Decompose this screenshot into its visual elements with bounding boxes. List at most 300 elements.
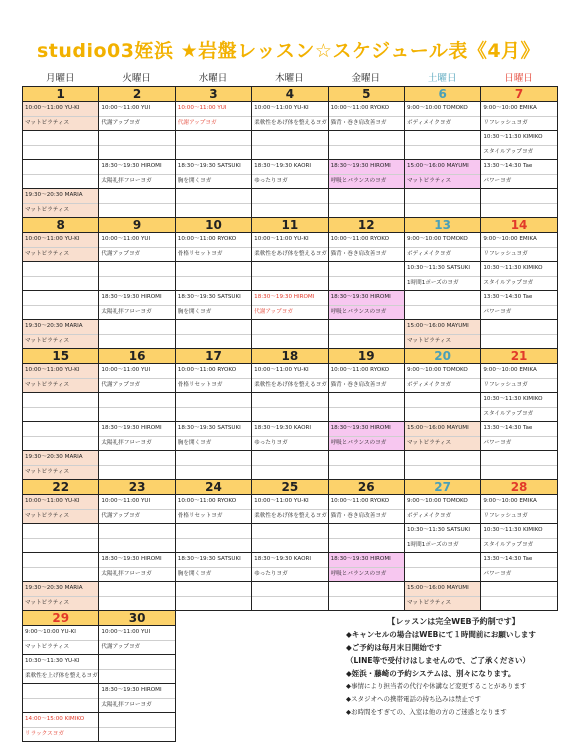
lesson-time: 18:30～19:30 SATSUKI [176, 291, 251, 306]
lesson-name: リフレッシュヨガ [483, 120, 528, 126]
lesson-name: リラックスヨガ [25, 731, 64, 737]
date-cell: 18 [252, 349, 328, 364]
lesson-time: 10:00～11:00 YU-KI [252, 233, 327, 248]
lesson-slot [328, 233, 404, 262]
lesson-time: 10:00～11:00 YU-KI [23, 233, 98, 248]
lesson-slot [175, 524, 251, 553]
lesson-name: マットピラティス [406, 440, 452, 446]
lesson-time [23, 393, 98, 408]
lesson-name: 呼吸とバランスのヨガ [330, 440, 387, 446]
lesson-name: 柔軟性をあげ体を整えるヨガ [254, 120, 327, 126]
lesson-time: 13:30～14:30 Tae [481, 422, 556, 437]
lesson-slot [23, 160, 99, 189]
lesson-slot [404, 102, 480, 131]
lesson-name: 代謝アップヨガ [101, 382, 141, 388]
lesson-slot [404, 320, 480, 349]
lesson-slot [252, 160, 328, 189]
lesson-time [252, 524, 327, 539]
lesson-slot [481, 364, 557, 393]
lesson-name: パワーヨガ [483, 309, 512, 315]
date-cell: 17 [175, 349, 251, 364]
weekday-label: 水曜日 [198, 73, 228, 84]
lesson-name: リフレッシュヨガ [483, 513, 528, 519]
lesson-slot [328, 262, 404, 291]
lesson-time [329, 320, 404, 335]
lesson-time: 18:30～19:30 HIROMI [329, 291, 404, 306]
page-title: studio03姪浜 ★岩盤レッスン☆スケジュール表《4月》 [36, 40, 541, 62]
lesson-slot [404, 524, 480, 553]
lesson-time [99, 655, 174, 670]
lesson-name: 骨格リセットヨガ [177, 513, 223, 519]
date-cell: 26 [328, 480, 404, 495]
lesson-slot [404, 160, 480, 189]
lesson-slot [481, 553, 557, 582]
lesson-time: 15:00～16:00 MAYUMI [405, 320, 480, 335]
lesson-time [99, 320, 174, 335]
lesson-name: 胸を開くヨガ [177, 571, 212, 577]
lesson-time: 10:00～11:00 YU-KI [23, 102, 98, 117]
lesson-time [99, 451, 174, 466]
lesson-time: 18:30～19:30 KAORI [252, 553, 327, 568]
lesson-name: 代謝アップヨガ [101, 513, 141, 519]
date-cell: 28 [481, 480, 557, 495]
lesson-name: 太陽礼拝フローヨガ [101, 178, 152, 184]
lesson-slot [404, 451, 480, 480]
lesson-slot [99, 131, 175, 160]
lesson-slot [481, 131, 557, 160]
lesson-name: マットピラティス [406, 600, 452, 606]
lesson-slot [252, 320, 328, 349]
lesson-slot [404, 233, 480, 262]
lesson-time: 13:30～14:30 Tae [481, 291, 556, 306]
notes-heading: 【レッスンは完全WEB予約制です】 [387, 617, 520, 626]
lesson-time: 18:30～19:30 HIROMI [252, 291, 327, 306]
lesson-time: 10:30～11:30 SATSUKI [405, 524, 480, 539]
lesson-slot [99, 262, 175, 291]
lesson-slot [252, 582, 328, 611]
lesson-slot [99, 451, 175, 480]
lesson-name: 猫背・巻き肩改善ヨガ [330, 382, 387, 388]
lesson-name: マットピラティス [25, 251, 70, 257]
lesson-slot [404, 364, 480, 393]
lesson-time: 10:00～11:00 YUI [99, 364, 174, 379]
lesson-time: 18:30～19:30 HIROMI [99, 160, 174, 175]
lesson-name: パワーヨガ [483, 440, 512, 446]
lesson-slot [175, 233, 251, 262]
lesson-slot [404, 495, 480, 524]
lesson-slot [175, 495, 251, 524]
lesson-slot [23, 626, 99, 655]
lesson-slot [481, 102, 557, 131]
lesson-slot [99, 291, 175, 320]
lesson-time: 18:30～19:30 HIROMI [99, 553, 174, 568]
weekday-label: 月曜日 [45, 73, 75, 84]
lesson-slot [404, 131, 480, 160]
lesson-time: 19:30～20:30 MARIA [23, 451, 98, 466]
lesson-name: マットピラティス [25, 338, 70, 344]
lesson-time [252, 393, 327, 408]
lesson-slot [175, 262, 251, 291]
lesson-slot [99, 102, 175, 131]
lesson-slot [23, 393, 99, 422]
date-cell: 1 [23, 87, 99, 102]
lesson-slot [481, 393, 557, 422]
lesson-slot [175, 160, 251, 189]
lesson-slot [23, 320, 99, 349]
lesson-name: 太陽礼拝フローヨガ [101, 440, 152, 446]
lesson-slot [23, 189, 99, 218]
lesson-time [329, 393, 404, 408]
note-line: （LINE等で受付けはしませんので、ご了承ください） [346, 656, 530, 665]
lesson-time [329, 262, 404, 277]
lesson-slot [328, 495, 404, 524]
lesson-time [99, 582, 174, 597]
lesson-name: マットピラティス [406, 178, 452, 184]
lesson-name: スタイルアップヨガ [483, 149, 534, 155]
lesson-time: 15:00～16:00 MAYUMI [405, 160, 480, 175]
lesson-slot [328, 364, 404, 393]
notes-panel [346, 615, 561, 719]
lesson-time: 18:30～19:30 HIROMI [329, 422, 404, 437]
lesson-slot [99, 655, 175, 684]
lesson-time [176, 262, 251, 277]
lesson-slot [23, 233, 99, 262]
lesson-time [405, 393, 480, 408]
lesson-time [99, 262, 174, 277]
lesson-time: 15:00～16:00 MAYUMI [405, 582, 480, 597]
lesson-slot [328, 553, 404, 582]
lesson-time: 9:00～10:00 EMIKA [481, 495, 556, 510]
lesson-name: 柔軟性をあげ体を整えるヨガ [254, 382, 327, 388]
lesson-name: マットピラティス [25, 207, 70, 213]
lesson-slot [252, 495, 328, 524]
lesson-name: マットピラティス [25, 644, 70, 650]
lesson-name: 1時間1ポーズのヨガ [406, 542, 459, 548]
lesson-slot [404, 582, 480, 611]
lesson-time: 9:00～10:00 TOMOKO [405, 233, 480, 248]
lesson-slot [175, 102, 251, 131]
lesson-time [23, 291, 98, 306]
lesson-slot [404, 291, 480, 320]
lesson-time [176, 393, 251, 408]
lesson-time: 19:30～20:30 MARIA [23, 320, 98, 335]
lesson-name: 猫背・巻き肩改善ヨガ [330, 120, 387, 126]
lesson-time: 10:00～11:00 YU-KI [23, 495, 98, 510]
lesson-time: 18:30～19:30 SATSUKI [176, 422, 251, 437]
lesson-slot [23, 553, 99, 582]
lesson-slot [252, 102, 328, 131]
lesson-slot [175, 393, 251, 422]
lesson-time [99, 189, 174, 204]
lesson-name: マットピラティス [406, 338, 452, 344]
lesson-name: 胸を開くヨガ [177, 178, 212, 184]
lesson-slot [175, 131, 251, 160]
lesson-slot [481, 160, 557, 189]
date-cell: 24 [175, 480, 251, 495]
lesson-slot [481, 233, 557, 262]
lesson-time: 18:30～19:30 HIROMI [329, 160, 404, 175]
date-cell: 11 [252, 218, 328, 233]
lesson-name: マットピラティス [25, 469, 70, 475]
lesson-time [481, 582, 556, 597]
lesson-name: スタイルアップヨガ [483, 280, 534, 286]
lesson-time: 10:00～11:00 YU-KI [252, 364, 327, 379]
lesson-time: 10:00～11:00 RYOKO [329, 233, 404, 248]
lesson-name: 猫背・巻き肩改善ヨガ [330, 513, 387, 519]
lesson-time [329, 582, 404, 597]
date-cell: 20 [404, 349, 480, 364]
lesson-name: 骨格リセットヨガ [177, 382, 223, 388]
lesson-name: 太陽礼拝フローヨガ [101, 702, 152, 708]
lesson-time: 10:00～11:00 YUI [176, 102, 251, 117]
lesson-time [23, 422, 98, 437]
lesson-slot [481, 495, 557, 524]
lesson-time: 10:00～11:00 YUI [99, 495, 174, 510]
lesson-time [23, 262, 98, 277]
lesson-time [405, 553, 480, 568]
lesson-slot [328, 131, 404, 160]
lesson-time [329, 451, 404, 466]
lesson-slot [481, 582, 557, 611]
date-cell: 16 [99, 349, 175, 364]
lesson-time [176, 451, 251, 466]
date-cell: 9 [99, 218, 175, 233]
lesson-time [329, 189, 404, 204]
lesson-slot [99, 713, 175, 742]
lesson-name: マットピラティス [25, 600, 70, 606]
lesson-slot [481, 451, 557, 480]
lesson-name: ボディメイクヨガ [406, 251, 452, 257]
date-cell: 14 [481, 218, 557, 233]
lesson-time [176, 524, 251, 539]
lesson-time [23, 524, 98, 539]
lesson-name: 太陽礼拝フローヨガ [101, 571, 152, 577]
lesson-name: 呼吸とバランスのヨガ [330, 571, 387, 577]
lesson-time: 10:00～11:00 YUI [99, 626, 174, 641]
lesson-time [405, 131, 480, 146]
lesson-time: 9:00～10:00 EMIKA [481, 233, 556, 248]
lesson-time: 18:30～19:30 HIROMI [329, 553, 404, 568]
note-booking-start: ◆ご予約は毎月末日開始です [346, 643, 442, 652]
lesson-name: 代謝アップヨガ [254, 309, 293, 315]
lesson-slot [99, 495, 175, 524]
lesson-slot [175, 291, 251, 320]
lesson-time [99, 393, 174, 408]
lesson-slot [252, 422, 328, 451]
note-systems: ◆姪浜・藤崎の予約システムは、別々になります。 [346, 669, 516, 678]
lesson-time: 18:30～19:30 HIROMI [99, 422, 174, 437]
lesson-time [23, 160, 98, 175]
lesson-slot [481, 320, 557, 349]
lesson-time: 9:00～10:00 TOMOKO [405, 102, 480, 117]
lesson-slot [252, 393, 328, 422]
lesson-slot [99, 524, 175, 553]
lesson-name: 呼吸とバランスのヨガ [330, 178, 387, 184]
lesson-time [252, 320, 327, 335]
lesson-name: マットピラティス [25, 382, 70, 388]
lesson-slot [481, 524, 557, 553]
lesson-slot [252, 262, 328, 291]
lesson-slot [175, 320, 251, 349]
lesson-time: 9:00～10:00 EMIKA [481, 364, 556, 379]
date-cell: 30 [99, 611, 175, 626]
lesson-time: 10:30～11:30 KIMIKO [481, 262, 556, 277]
lesson-slot [328, 393, 404, 422]
lesson-slot [99, 393, 175, 422]
date-cell: 13 [404, 218, 480, 233]
lesson-slot [23, 655, 99, 684]
lesson-name: 柔軟性を上げ体を整えるヨガ [25, 673, 98, 679]
lesson-time: 10:30～11:30 YU-KI [23, 655, 98, 670]
lesson-slot [99, 582, 175, 611]
lesson-name: ゆったりヨガ [254, 178, 288, 184]
lesson-time: 18:30～19:30 SATSUKI [176, 160, 251, 175]
lesson-slot [99, 320, 175, 349]
lesson-name: スタイルアップヨガ [483, 411, 534, 417]
lesson-time [99, 524, 174, 539]
lesson-name: 1時間1ポーズのヨガ [406, 280, 459, 286]
lesson-name: ボディメイクヨガ [406, 513, 452, 519]
lesson-time: 18:30～19:30 HIROMI [99, 684, 174, 699]
lesson-slot [252, 189, 328, 218]
date-cell: 3 [175, 87, 251, 102]
lesson-time: 10:30～11:30 KIMIKO [481, 393, 556, 408]
lesson-name: 太陽礼拝フローヨガ [101, 309, 152, 315]
lesson-time [252, 582, 327, 597]
lesson-slot [175, 451, 251, 480]
lesson-slot [404, 262, 480, 291]
lesson-name: パワーヨガ [483, 178, 512, 184]
date-cell: 12 [328, 218, 404, 233]
lesson-time: 10:00～11:00 RYOKO [329, 364, 404, 379]
lesson-time [405, 189, 480, 204]
lesson-time [481, 451, 556, 466]
lesson-time [99, 131, 174, 146]
lesson-slot [99, 160, 175, 189]
lesson-time: 10:30～11:30 SATSUKI [405, 262, 480, 277]
lesson-name: 胸を開くヨガ [177, 309, 212, 315]
lesson-slot [23, 131, 99, 160]
date-cell: 19 [328, 349, 404, 364]
lesson-time: 9:00～10:00 TOMOKO [405, 364, 480, 379]
date-cell: 10 [175, 218, 251, 233]
lesson-slot [99, 422, 175, 451]
lesson-slot [404, 422, 480, 451]
lesson-slot [481, 262, 557, 291]
lesson-slot [23, 713, 99, 742]
lesson-name: 代謝アップヨガ [101, 120, 141, 126]
lesson-time: 10:00～11:00 RYOKO [176, 364, 251, 379]
lesson-slot [252, 233, 328, 262]
lesson-slot [404, 553, 480, 582]
lesson-slot [23, 684, 99, 713]
lesson-time: 9:00～10:00 EMIKA [481, 102, 556, 117]
date-cell: 8 [23, 218, 99, 233]
lesson-time [481, 189, 556, 204]
date-cell: 4 [252, 87, 328, 102]
date-cell: 21 [481, 349, 557, 364]
lesson-name: リフレッシュヨガ [483, 382, 528, 388]
lesson-slot [23, 451, 99, 480]
lesson-time [176, 131, 251, 146]
lesson-time: 10:00～11:00 RYOKO [176, 233, 251, 248]
note-changes: ◆事情により担当者の代行や休講など変更することがあります [346, 682, 527, 690]
lesson-slot [99, 189, 175, 218]
lesson-slot [404, 393, 480, 422]
lesson-slot [23, 102, 99, 131]
lesson-time: 18:30～19:30 SATSUKI [176, 553, 251, 568]
lesson-slot [328, 320, 404, 349]
lesson-slot [23, 364, 99, 393]
lesson-slot [481, 189, 557, 218]
lesson-name: 代謝アップヨガ [101, 644, 141, 650]
weekday-label: 土曜日 [427, 73, 457, 84]
lesson-time: 10:00～11:00 YU-KI [252, 102, 327, 117]
lesson-time [329, 131, 404, 146]
lesson-time [176, 189, 251, 204]
date-cell: 23 [99, 480, 175, 495]
lesson-time [23, 553, 98, 568]
lesson-time [329, 524, 404, 539]
lesson-time [176, 320, 251, 335]
lesson-slot [328, 451, 404, 480]
lesson-name: スタイルアップヨガ [483, 542, 534, 548]
lesson-name: 呼吸とバランスのヨガ [330, 309, 387, 315]
lesson-time [252, 451, 327, 466]
date-cell: 27 [404, 480, 480, 495]
lesson-slot [175, 189, 251, 218]
lesson-slot [23, 582, 99, 611]
date-cell: 6 [404, 87, 480, 102]
date-cell: 15 [23, 349, 99, 364]
lesson-slot [328, 102, 404, 131]
lesson-time: 15:00～16:00 MAYUMI [405, 422, 480, 437]
lesson-time [405, 451, 480, 466]
lesson-name: マットピラティス [25, 513, 70, 519]
lesson-name: 柔軟性をあげ体を整えるヨガ [254, 251, 327, 257]
lesson-time [252, 189, 327, 204]
lesson-slot [99, 364, 175, 393]
lesson-time: 10:00～11:00 RYOKO [329, 495, 404, 510]
lesson-time: 18:30～19:30 KAORI [252, 160, 327, 175]
lesson-time [99, 713, 174, 728]
note-late: ◆お時間をすぎての、入室は他の方のご迷惑となります [346, 708, 507, 716]
lesson-time [481, 320, 556, 335]
lesson-slot [252, 524, 328, 553]
lesson-time [405, 291, 480, 306]
note-phones: ◆スタジオへの携帯電話の持ち込みは禁止です [346, 695, 481, 703]
lesson-time: 18:30～19:30 HIROMI [99, 291, 174, 306]
lesson-time [23, 131, 98, 146]
date-cell: 5 [328, 87, 404, 102]
lesson-name: ゆったりヨガ [254, 440, 288, 446]
lesson-slot [328, 582, 404, 611]
lesson-name: 胸を開くヨガ [177, 440, 212, 446]
lesson-slot [99, 684, 175, 713]
weekday-label: 木曜日 [275, 73, 304, 84]
lesson-time: 19:30～20:30 MARIA [23, 582, 98, 597]
lesson-slot [99, 233, 175, 262]
weekday-label: 日曜日 [504, 73, 533, 84]
lesson-time [23, 684, 98, 699]
lesson-slot [252, 291, 328, 320]
lesson-slot [481, 291, 557, 320]
lesson-time [252, 131, 327, 146]
lesson-slot [175, 364, 251, 393]
lesson-slot [252, 131, 328, 160]
date-cell: 29 [23, 611, 99, 626]
lesson-slot [328, 189, 404, 218]
